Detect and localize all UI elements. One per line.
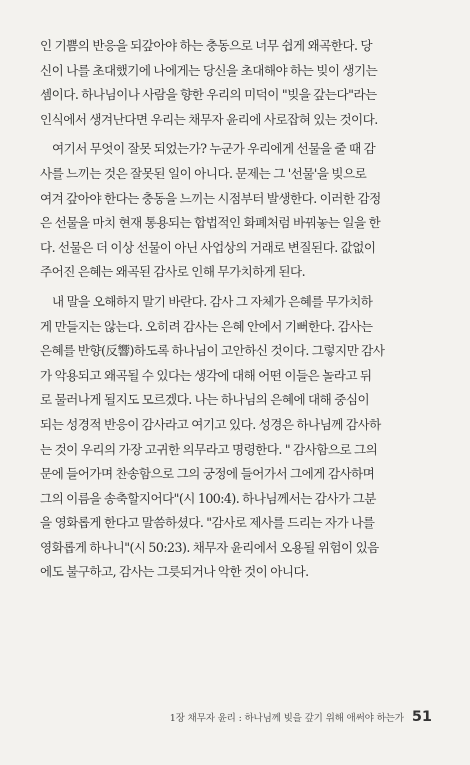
text-line: 은혜를 반향(反響)하도록 하나님이 고안하신 것이다. 그렇지만 감사 — [40, 343, 385, 359]
text-line: 게 만들지는 않는다. 오히려 감사는 은혜 안에서 기뻐한다. 감사는 — [40, 318, 373, 334]
text-line: 신이 나를 초대했기에 나에게는 당신을 초대해야 하는 빚이 생기는 — [40, 62, 378, 78]
text-line: 에도 불구하고, 감사는 그릇되거나 악한 것이 아니다. — [40, 564, 309, 580]
text-line: 는 것이 우리의 가장 고귀한 의무라고 명령한다. " 감사함으로 그의 — [40, 441, 378, 457]
text-line: 인식에서 생겨난다면 우리는 채무자 윤리에 사로잡혀 있는 것이다. — [40, 111, 378, 127]
paragraph-2 — [40, 137, 436, 285]
text-line: 을 영화롭게 한다고 말씀하셨다. "감사로 제사를 드리는 자가 나를 — [40, 515, 375, 531]
text-line: 영화롭게 하나니"(시 50:23). 채무자 윤리에서 오용될 위험이 있음 — [40, 539, 379, 555]
running-head: 1장 채무자 윤리 : 하나님께 빚을 갚기 위해 애써야 하는가 — [169, 713, 404, 724]
text-line: 주어진 은혜는 왜곡된 감사로 인해 무가치하게 된다. — [40, 264, 306, 280]
text-line: 되는 성경적 반응이 감사라고 여기고 있다. 성경은 하나님께 감사하 — [40, 416, 381, 432]
text-line: 내 말을 오해하지 말기 바란다. 감사 그 자체가 은혜를 무가치하 — [52, 293, 373, 309]
text-line: 은 선물을 마치 현재 통용되는 합법적인 화폐처럼 바꿔놓는 일을 한 — [40, 215, 381, 231]
text-line: 셈이다. 하나님이나 사람을 향한 우리의 미덕이 "빚을 갚는다"라는 — [40, 87, 377, 103]
text-line: 가 악용되고 왜곡될 수 있다는 생각에 대해 어떤 이들은 놀라고 뒤 — [40, 367, 372, 383]
text-line: 인 기쁨의 반응을 되갚아야 하는 충동으로 너무 쉽게 왜곡한다. 당 — [40, 38, 373, 53]
text-line: 사를 느끼는 것은 잘못된 일이 아니다. 문제는 그 '선물'을 빚으로 — [40, 165, 367, 181]
text-line: 여기서 무엇이 잘못 되었는가? 누군가 우리에게 선물을 줄 때 감 — [52, 141, 376, 157]
text-line: 여겨 갚아야 한다는 충동을 느끼는 시점부터 발생한다. 이러한 감정 — [40, 190, 381, 206]
body-text — [40, 34, 436, 585]
page-footer — [170, 709, 432, 725]
text-line: 그의 이름을 송축할지어다"(시 100:4). 하나님께서는 감사가 그분 — [40, 490, 376, 506]
text-line: 문에 들어가며 찬송함으로 그의 궁정에 들어가서 그에게 감사하며 — [40, 466, 375, 482]
page-number: 51 — [411, 709, 432, 725]
paragraph-1 — [40, 34, 436, 132]
text-line: 다. 선물은 더 이상 선물이 아닌 사업상의 거래로 변질된다. 값없이 — [40, 239, 376, 255]
paragraph-3 — [40, 290, 436, 585]
text-line: 로 물러나게 될지도 모르겠다. 나는 하나님의 은혜에 대해 중심이 — [40, 392, 370, 408]
